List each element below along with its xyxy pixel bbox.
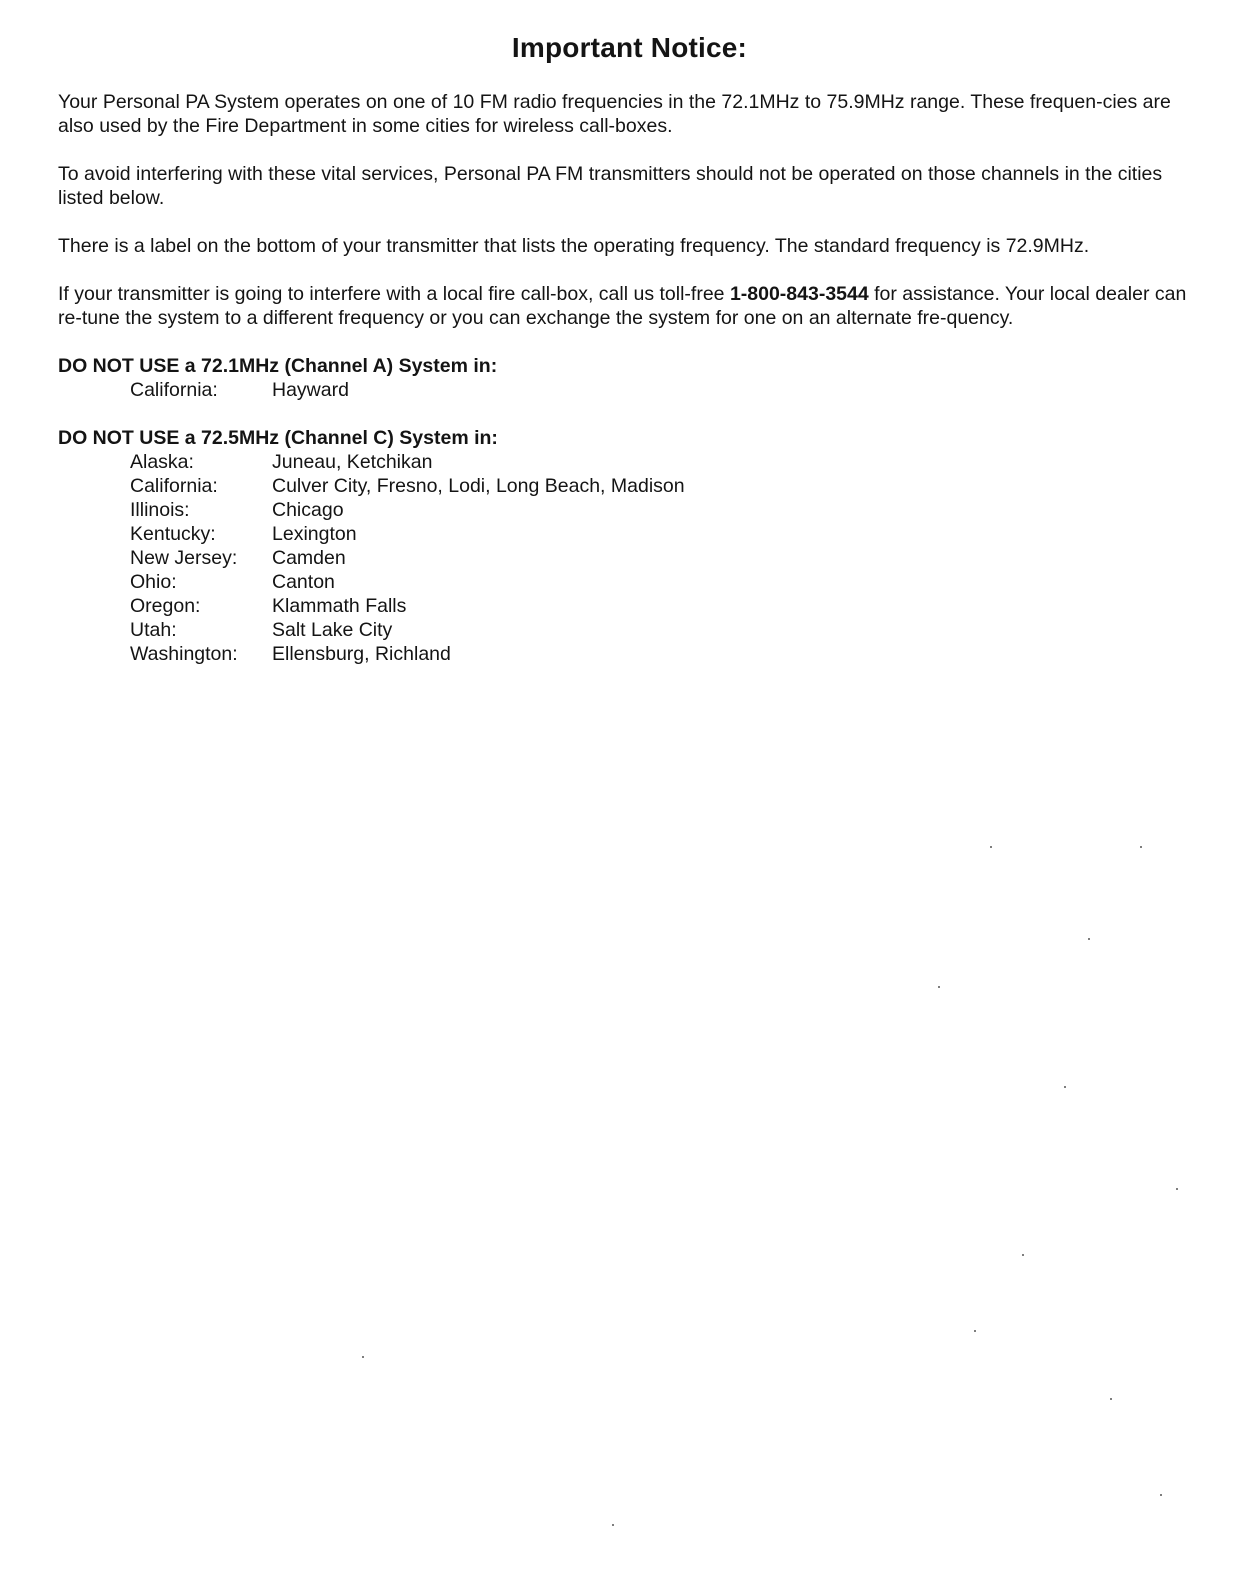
state-name: Ohio: bbox=[130, 571, 177, 593]
state-row bbox=[58, 378, 1193, 402]
city-list: Lexington bbox=[272, 523, 357, 545]
state-name: Illinois: bbox=[130, 499, 190, 521]
channel-a-warning bbox=[58, 354, 1193, 402]
page-title: Important Notice: bbox=[511, 32, 748, 63]
state-name: Alaska: bbox=[130, 451, 194, 473]
state-name: California: bbox=[130, 475, 218, 497]
scan-speck bbox=[1022, 1254, 1024, 1256]
scan-speck bbox=[1110, 1398, 1112, 1400]
city-list: Hayward bbox=[272, 379, 349, 401]
scan-speck bbox=[1160, 1494, 1162, 1496]
city-list: Juneau, Ketchikan bbox=[272, 451, 433, 473]
city-list: Klammath Falls bbox=[272, 595, 407, 617]
state-row bbox=[58, 570, 1193, 594]
label-paragraph: There is a label on the bottom of your transmitter that lists the operating frequency. The standard frequency is 72.9MHz. bbox=[58, 235, 1090, 257]
state-row bbox=[58, 522, 1193, 546]
intro-paragraph: Your Personal PA System operates on one of 10 FM radio frequencies in the 72.1MHz to 75.9MHz range. These frequen-cies are also used by the Fire Department in some cities for wireless call-boxes. bbox=[58, 91, 1171, 137]
city-list: Chicago bbox=[272, 499, 344, 521]
scan-speck bbox=[362, 1356, 364, 1358]
interference-paragraph: To avoid interfering with these vital services, Personal PA FM transmitters should not be operated on those channels in the cities listed below. bbox=[58, 163, 1163, 209]
channel-warnings bbox=[58, 354, 1193, 666]
scan-speck bbox=[1064, 1086, 1066, 1088]
toll-free-phone: 1-800-843-3544 bbox=[729, 283, 869, 305]
scan-speck bbox=[974, 1330, 976, 1332]
state-name: California: bbox=[130, 379, 218, 401]
assistance-text-start: If your transmitter is going to interfere with a local fire call-box, call us toll-free bbox=[58, 283, 730, 305]
scan-speck bbox=[990, 846, 992, 848]
warning-heading: DO NOT USE a 72.1MHz (Channel A) System in: bbox=[58, 355, 498, 377]
state-row bbox=[58, 474, 1193, 498]
city-list: Culver City, Fresno, Lodi, Long Beach, Madison bbox=[272, 475, 685, 497]
state-name: Oregon: bbox=[130, 595, 201, 617]
city-list: Ellensburg, Richland bbox=[272, 643, 451, 665]
scan-speck bbox=[1176, 1188, 1178, 1190]
city-list: Salt Lake City bbox=[272, 619, 393, 641]
channel-c-warning bbox=[58, 426, 1193, 666]
state-name: Washington: bbox=[130, 643, 238, 665]
city-list: Camden bbox=[272, 547, 346, 569]
city-list: Canton bbox=[272, 571, 335, 593]
scan-speck bbox=[1088, 938, 1090, 940]
state-name: Kentucky: bbox=[130, 523, 216, 545]
state-name: New Jersey: bbox=[130, 547, 238, 569]
assistance-text-end: for assistance. Your local dealer can re-tune the system to a different frequency or you can exchange the system for one on an alternate fre-quency. bbox=[58, 283, 1187, 329]
warning-heading: DO NOT USE a 72.5MHz (Channel C) System in: bbox=[58, 427, 498, 449]
state-row bbox=[58, 618, 1193, 642]
state-row bbox=[58, 498, 1193, 522]
state-row bbox=[58, 450, 1193, 474]
scan-speck bbox=[1140, 846, 1142, 848]
state-row bbox=[58, 546, 1193, 570]
scan-speck bbox=[612, 1524, 614, 1526]
assistance-paragraph bbox=[58, 282, 1193, 330]
state-name: Utah: bbox=[130, 619, 177, 641]
state-row bbox=[58, 642, 1193, 666]
scan-speck bbox=[938, 986, 940, 988]
state-row bbox=[58, 594, 1193, 618]
notice-page bbox=[58, 32, 1193, 690]
